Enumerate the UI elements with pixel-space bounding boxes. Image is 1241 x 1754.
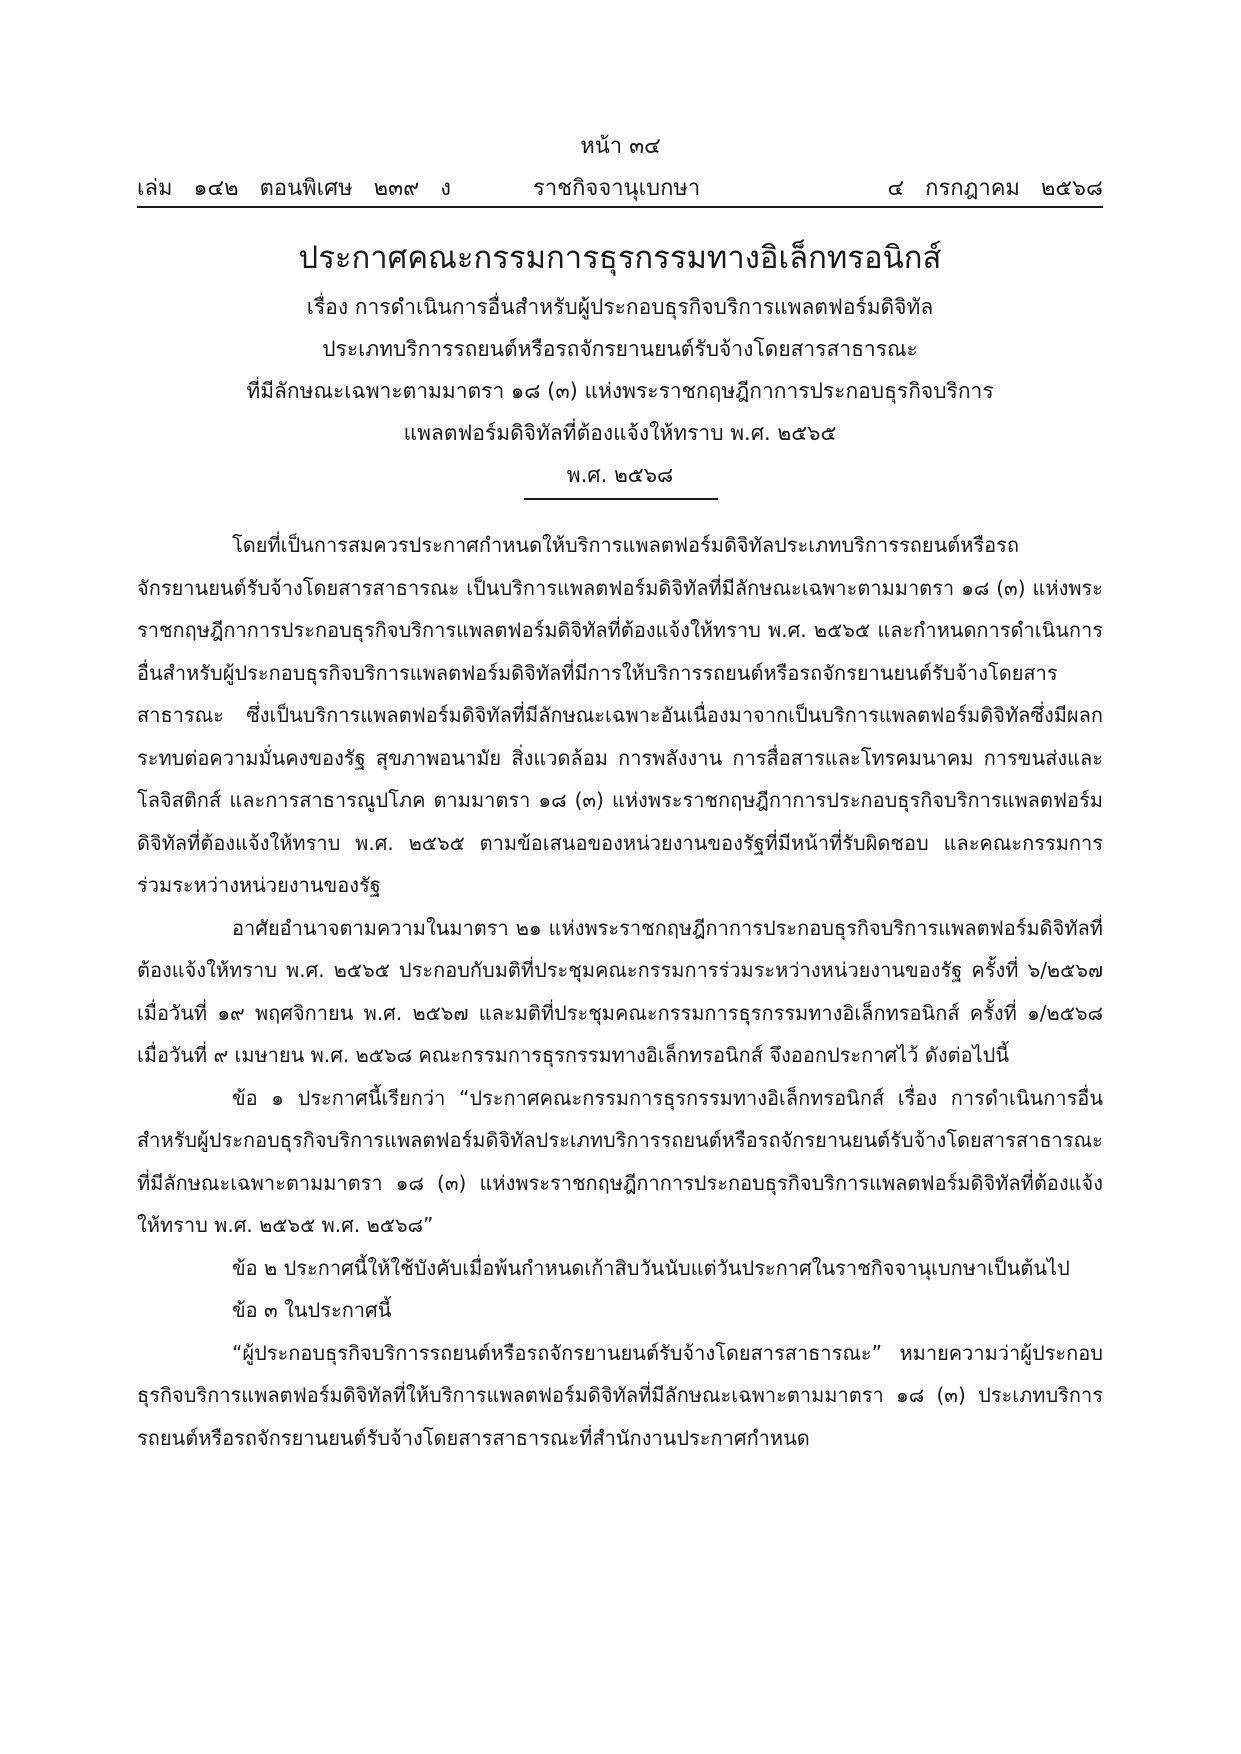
volume-issue: เล่ม ๑๔๒ ตอนพิเศษ ๒๓๙ ง bbox=[137, 176, 451, 201]
subject-line: ประเภทบริการรถยนต์หรือรถจักรยานยนต์รับจ้างโดยสารสาธารณะ bbox=[322, 337, 918, 361]
announcement-title-block bbox=[137, 236, 1103, 496]
announcement-year: พ.ศ. ๒๕๖๘ bbox=[566, 463, 674, 487]
subject-line: แพลตฟอร์มดิจิทัลที่ต้องแจ้งให้ทราบ พ.ศ. ๒๕๖๕ bbox=[403, 421, 837, 445]
header-divider bbox=[137, 206, 1103, 208]
gazette-header bbox=[137, 170, 1103, 204]
announcement-body bbox=[137, 524, 1103, 1459]
publication-name: ราชกิจจานุเบกษา bbox=[533, 176, 701, 201]
clause-2: ข้อ ๒ ประกาศนี้ให้ใช้บังคับเมื่อพ้นกำหนดเก้าสิบวันนับแต่วันประกาศในราชกิจจานุเบกษาเป็นต้นไป bbox=[232, 1255, 1070, 1280]
clause-3: ข้อ ๓ ในประกาศนี้ bbox=[232, 1298, 392, 1322]
authority-paragraph: อาศัยอำนาจตามความในมาตรา ๒๑ แห่งพระราชกฤษฎีกาการประกอบธุรกิจบริการแพลตฟอร์มดิจิทัลที่ต้องแจ้งให้ทราบ พ.ศ. ๒๕๖๕ ประกอบกับมติที่ประชุมคณะกรรมการร่วมระหว่างหน่วยงานของรัฐ ครั้งที่ ๖/๒๕๖๗ เมื่อวันที่ ๑๙ พฤศจิกายน พ.ศ. ๒๕๖๗ และมติที่ประชุมคณะกรรมการธุรกรรมทางอิเล็กทรอนิกส์ ครั้งที่ ๑/๒๕๖๘ เมื่อวันที่ ๙ เมษายน พ.ศ. ๒๕๖๘ คณะกรรมการธุรกรรมทางอิเล็กทรอนิกส์ จึงออกประกาศไว้ ดังต่อไปนี้ bbox=[137, 915, 1103, 1067]
definition-paragraph: “ผู้ประกอบธุรกิจบริการรถยนต์หรือรถจักรยานยนต์รับจ้างโดยสารสาธารณะ” หมายความว่าผู้ประกอบธุรกิจบริการแพลตฟอร์มดิจิทัลที่ให้บริการแพลตฟอร์มดิจิทัลที่มีลักษณะเฉพาะตามมาตรา ๑๘ (๓) ประเภทบริการรถยนต์หรือรถจักรยานยนต์รับจ้างโดยสารสาธารณะที่สำนักงานประกาศกำหนด bbox=[137, 1340, 1103, 1450]
publication-date: ๔ กรกฎาคม ๒๕๖๘ bbox=[887, 176, 1103, 201]
preamble-paragraph: โดยที่เป็นการสมควรประกาศกำหนดให้บริการแพลตฟอร์มดิจิทัลประเภทบริการรถยนต์หรือรถจักรยานยนต์รับจ้างโดยสารสาธารณะ เป็นบริการแพลตฟอร์มดิจิทัลที่มีลักษณะเฉพาะตามมาตรา ๑๘ (๓) แห่งพระราชกฤษฎีกาการประกอบธุรกิจบริการแพลตฟอร์มดิจิทัลที่ต้องแจ้งให้ทราบ พ.ศ. ๒๕๖๕ และกำหนดการดำเนินการอื่นสำหรับผู้ประกอบธุรกิจบริการแพลตฟอร์มดิจิทัลที่มีการให้บริการรถยนต์หรือรถจักรยานยนต์รับจ้างโดยสารสาธารณะ ซึ่งเป็นบริการแพลตฟอร์มดิจิทัลที่มีลักษณะเฉพาะอันเนื่องมาจากเป็นบริการแพลตฟอร์มดิจิทัลซึ่งมีผลกระทบต่อความมั่นคงของรัฐ สุขภาพอนามัย สิ่งแวดล้อม การพลังงาน การสื่อสารและโทรคมนาคม การขนส่งและโลจิสติกส์ และการสาธารณูปโภค ตามมาตรา ๑๘ (๓) แห่งพระราชกฤษฎีกาการประกอบธุรกิจบริการแพลตฟอร์มดิจิทัลที่ต้องแจ้งให้ทราบ พ.ศ. ๒๕๖๕ ตามข้อเสนอของหน่วยงานของรัฐที่มีหน้าที่รับผิดชอบ และคณะกรรมการร่วมระหว่างหน่วยงานของรัฐ bbox=[137, 533, 1103, 897]
page-number: หน้า ๓๔ bbox=[580, 134, 661, 159]
subject-line: ที่มีลักษณะเฉพาะตามมาตรา ๑๘ (๓) แห่งพระราชกฤษฎีกาการประกอบธุรกิจบริการ bbox=[246, 379, 994, 403]
announcement-title: ประกาศคณะกรรมการธุรกรรมทางอิเล็กทรอนิกส์ bbox=[298, 240, 942, 276]
clause-1: ข้อ ๑ ประกาศนี้เรียกว่า “ประกาศคณะกรรมการธุรกรรมทางอิเล็กทรอนิกส์ เรื่อง การดำเนินการอื่นสำหรับผู้ประกอบธุรกิจบริการแพลตฟอร์มดิจิทัลประเภทบริการรถยนต์หรือรถจักรยานยนต์รับจ้างโดยสารสาธารณะที่มีลักษณะเฉพาะตามมาตรา ๑๘ (๓) แห่งพระราชกฤษฎีกาการประกอบธุรกิจบริการแพลตฟอร์มดิจิทัลที่ต้องแจ้งให้ทราบ พ.ศ. ๒๕๖๕ พ.ศ. ๒๕๖๘” bbox=[137, 1085, 1103, 1237]
title-divider bbox=[524, 498, 718, 500]
subject-line: เรื่อง การดำเนินการอื่นสำหรับผู้ประกอบธุรกิจบริการแพลตฟอร์มดิจิทัล bbox=[306, 295, 934, 319]
